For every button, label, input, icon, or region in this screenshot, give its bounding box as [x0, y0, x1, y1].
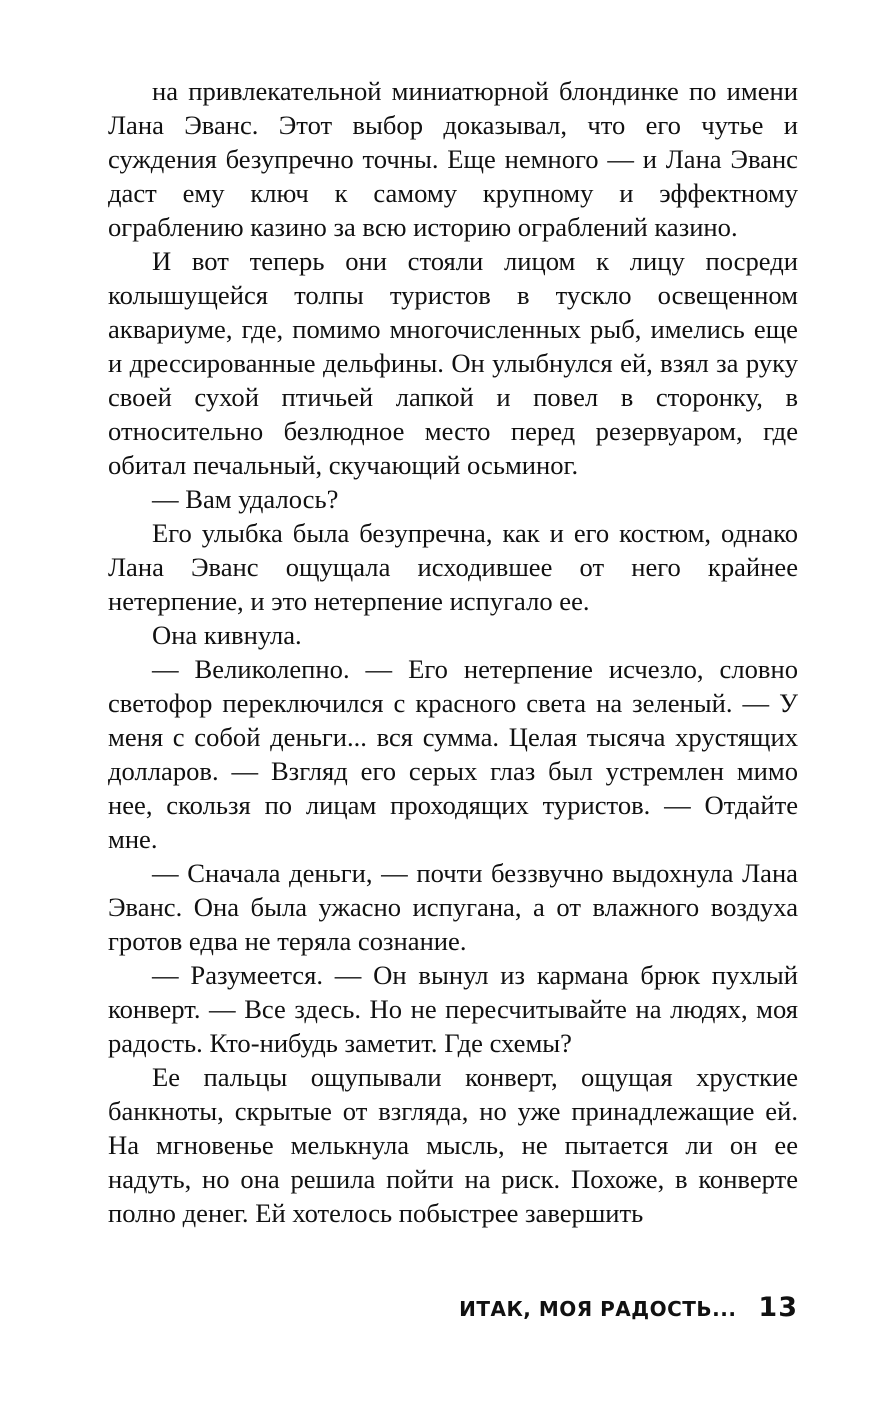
page-number: 13 [758, 1292, 798, 1323]
paragraph-6: — Великолепно. — Его нетерпение исчезло, словно светофор переключился с красного света на зеленый. — У меня с собой деньги... вся сумма. Целая тысяча хрустящих долларов. — Взгляд его серых глаз был устремлен мимо нее, скользя по лицам проходящих туристов. — Отдайте мне. [108, 654, 798, 854]
paragraph-7: — Сначала деньги, — почти беззвучно выдохнула Лана Эванс. Она была ужасно испугана, а от влажного воздуха гротов едва не теряла сознание. [108, 858, 798, 956]
paragraph-5: Она кивнула. [152, 620, 302, 650]
paragraph-9: Ее пальцы ощупывали конверт, ощущая хрусткие банкноты, скрытые от взгляда, но уже принадлежащие ей. На мгновенье мелькнула мысль, не пытается ли он ее надуть, но она решила пойти на риск. Похоже, в конверте полно денег. Ей хотелось побыстрее завершить [108, 1062, 798, 1228]
running-title: ИТАК, МОЯ РАДОСТЬ... [459, 1297, 737, 1321]
paragraph-4: Его улыбка была безупречна, как и его костюм, однако Лана Эванс ощущала исходившее от него крайнее нетерпение, и это нетерпение испугало ее. [108, 518, 798, 616]
paragraph-8: — Разумеется. — Он вынул из кармана брюк пухлый конверт. — Все здесь. Но не пересчитывайте на людях, моя радость. Кто-нибудь заметит. Где схемы? [108, 960, 798, 1058]
paragraph-2: И вот теперь они стояли лицом к лицу посреди колышущейся толпы туристов в тускло освещенном аквариуме, где, помимо многочисленных рыб, имелись еще и дрессированные дельфины. Он улыбнулся ей, взял за руку своей сухой птичьей лапкой и повел в сторонку, в относительно безлюдное место перед резервуаром, где обитал печальный, скучающий осьминог. [108, 246, 798, 480]
paragraph-1: на привлекательной миниатюрной блондинке по имени Лана Эванс. Этот выбор доказывал, что его чутье и суждения безупречно точны. Еще немного — и Лана Эванс даст ему ключ к самому крупному и эффектному ограблению казино за всю историю ограблений казино. [108, 76, 798, 242]
page-body [108, 74, 798, 1230]
page-footer [108, 1292, 798, 1332]
paragraph-3: — Вам удалось? [152, 484, 339, 514]
